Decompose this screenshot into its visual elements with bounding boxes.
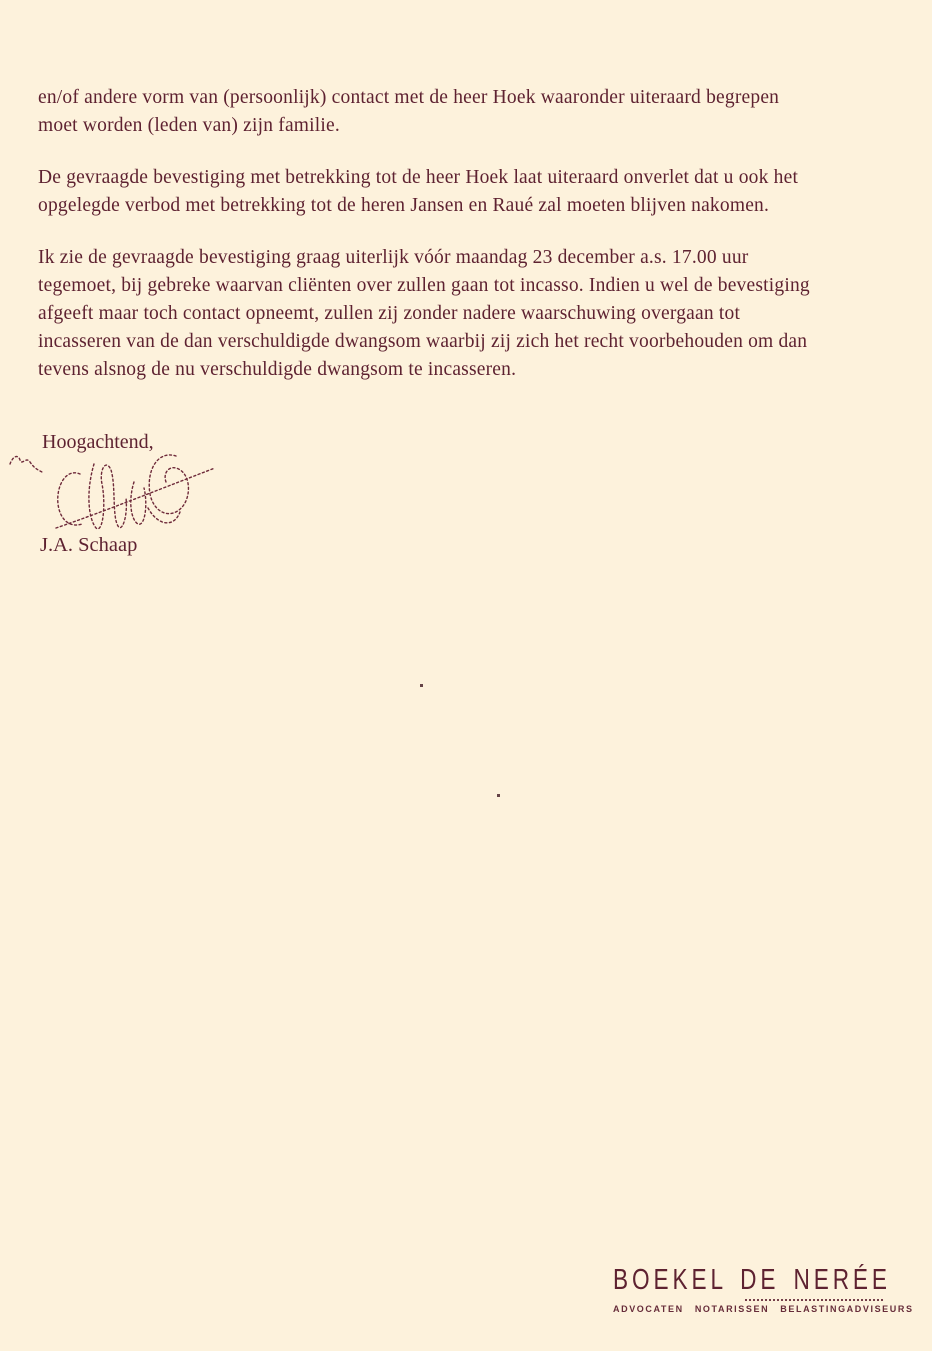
signatory-name: J.A. Schaap [40, 534, 138, 556]
scan-speck [497, 794, 500, 797]
signature-stroke [148, 508, 180, 523]
signature-stroke [131, 482, 146, 524]
paragraph [38, 244, 878, 384]
paragraph [38, 164, 878, 220]
signature-stroke [149, 455, 188, 514]
paragraph [38, 84, 878, 140]
text-line: en/of andere vorm van (persoonlijk) contact met de heer Hoek waaronder uiteraard begrepen [38, 87, 780, 108]
signature [8, 446, 223, 538]
closing-salutation: Hoogachtend, [42, 431, 154, 453]
signature-flourish [10, 457, 42, 472]
text-line: opgelegde verbod met betrekking tot de heren Jansen en Raué zal moeten blijven nakomen. [38, 195, 770, 216]
text-line: tevens alsnog de nu verschuldigde dwangsom te incasseren. [38, 359, 517, 380]
text-line: Ik zie de gevraagde bevestiging graag uiterlijk vóór maandag 23 december a.s. 17.00 uur [38, 247, 749, 268]
text-line: tegemoet, bij gebreke waarvan cliënten over zullen gaan tot incasso. Indien u wel de bevestiging [38, 275, 810, 296]
text-line: moet worden (leden van) zijn familie. [38, 115, 340, 136]
text-line: afgeeft maar toch contact opneemt, zullen zij zonder nadere waarschuwing overgaan tot [38, 303, 741, 324]
letter-body [38, 84, 878, 408]
firm-logo [613, 1264, 914, 1314]
signature-stroke [56, 468, 215, 528]
scan-speck [420, 684, 423, 687]
firm-logo-wordmark: BOEKEL DE NERÉE [613, 1264, 891, 1296]
signature-stroke [58, 473, 82, 525]
text-line: De gevraagde bevestiging met betrekking tot de heer Hoek laat uiteraard onverlet dat u ook het [38, 167, 799, 188]
logo-dotted-rule [745, 1299, 883, 1301]
firm-logo-subtitle: ADVOCATEN NOTARISSEN BELASTINGADVISEURS [613, 1304, 914, 1314]
signature-stroke [89, 464, 126, 529]
text-line: incasseren van de dan verschuldigde dwangsom waarbij zij zich het recht voorbehouden om dan [38, 331, 808, 352]
